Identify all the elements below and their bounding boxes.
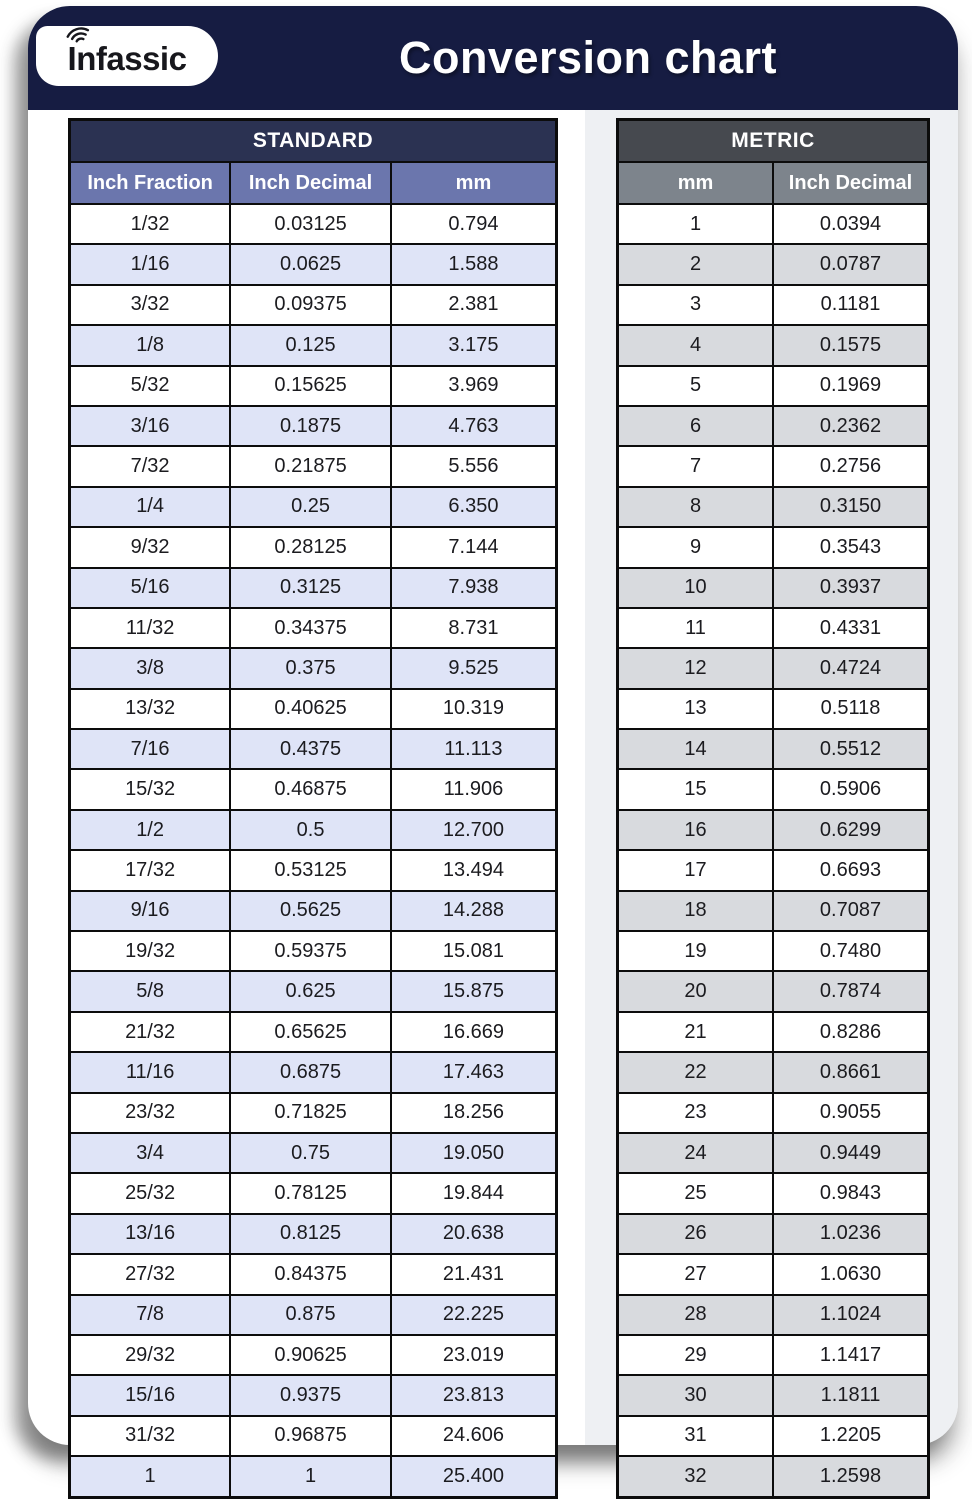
column-header-mm: mm (391, 162, 557, 204)
table-row (618, 850, 929, 890)
table-cell: 20.638 (391, 1214, 557, 1254)
table-cell: 19.050 (391, 1133, 557, 1173)
table-cell: 0.1875 (230, 406, 391, 446)
table-cell: 7.938 (391, 568, 557, 608)
table-cell: 13/32 (70, 689, 231, 729)
table-cell: 0.7087 (773, 891, 929, 931)
table-cell: 0.9843 (773, 1173, 929, 1213)
table-cell: 16 (618, 810, 774, 850)
table-cell: 3/16 (70, 406, 231, 446)
table-cell: 15.875 (391, 971, 557, 1011)
table-row (70, 1335, 557, 1375)
table-cell: 5/16 (70, 568, 231, 608)
table-cell: 0.46875 (230, 769, 391, 809)
table-cell: 1.2205 (773, 1416, 929, 1456)
table-cell: 24 (618, 1133, 774, 1173)
table-cell: 0.78125 (230, 1173, 391, 1213)
table-cell: 0.5512 (773, 729, 929, 769)
table-row (70, 244, 557, 284)
table-cell: 21/32 (70, 1012, 231, 1052)
table-cell: 31 (618, 1416, 774, 1456)
table-row (70, 446, 557, 486)
table-row (618, 729, 929, 769)
table-cell: 0.625 (230, 971, 391, 1011)
table-cell: 0.875 (230, 1295, 391, 1335)
table-row (70, 406, 557, 446)
table-row (618, 648, 929, 688)
table-cell: 0.0394 (773, 204, 929, 244)
table-row (70, 285, 557, 325)
table-row (618, 204, 929, 244)
table-cell: 9 (618, 527, 774, 567)
table-row (70, 1133, 557, 1173)
table-cell: 0.2756 (773, 446, 929, 486)
table-cell: 9/32 (70, 527, 231, 567)
table-cell: 0.3125 (230, 568, 391, 608)
table-cell: 8 (618, 487, 774, 527)
table-cell: 1.0630 (773, 1254, 929, 1294)
table-cell: 0.59375 (230, 931, 391, 971)
table-cell: 1.1024 (773, 1295, 929, 1335)
table-cell: 21.431 (391, 1254, 557, 1294)
table-cell: 28 (618, 1295, 774, 1335)
table-cell: 0.375 (230, 648, 391, 688)
table-cell: 10.319 (391, 689, 557, 729)
table-cell: 11/16 (70, 1052, 231, 1092)
table-cell: 19 (618, 931, 774, 971)
table-cell: 1.588 (391, 244, 557, 284)
table-row (618, 406, 929, 446)
table-cell: 15/32 (70, 769, 231, 809)
table-row (618, 1254, 929, 1294)
table-cell: 0.5 (230, 810, 391, 850)
column-header-mm: mm (618, 162, 774, 204)
table-row (70, 648, 557, 688)
table-cell: 0.0787 (773, 244, 929, 284)
table-cell: 5.556 (391, 446, 557, 486)
table-row (70, 608, 557, 648)
table-cell: 13.494 (391, 850, 557, 890)
table-cell: 0.5625 (230, 891, 391, 931)
table-cell: 0.3543 (773, 527, 929, 567)
table-cell: 29/32 (70, 1335, 231, 1375)
table-cell: 13/16 (70, 1214, 231, 1254)
table-cell: 1.1811 (773, 1375, 929, 1415)
table-cell: 0.8661 (773, 1052, 929, 1092)
table-cell: 19.844 (391, 1173, 557, 1213)
table-cell: 23.813 (391, 1375, 557, 1415)
table-row (70, 1093, 557, 1133)
table-cell: 0.84375 (230, 1254, 391, 1294)
table-cell: 9.525 (391, 648, 557, 688)
table-cell: 29 (618, 1335, 774, 1375)
table-row (70, 527, 557, 567)
table-row (70, 769, 557, 809)
table-cell: 5/8 (70, 971, 231, 1011)
table-cell: 22.225 (391, 1295, 557, 1335)
table-cell: 3 (618, 285, 774, 325)
table-row (70, 891, 557, 931)
table-cell: 11 (618, 608, 774, 648)
table-row (618, 366, 929, 406)
table-cell: 22 (618, 1052, 774, 1092)
table-cell: 8.731 (391, 608, 557, 648)
table-row (618, 285, 929, 325)
table-cell: 15 (618, 769, 774, 809)
table-cell: 1 (618, 204, 774, 244)
column-header-inch-fraction: Inch Fraction (70, 162, 231, 204)
table-cell: 15.081 (391, 931, 557, 971)
table-row (70, 729, 557, 769)
brand-logo (36, 26, 218, 86)
table-row (70, 487, 557, 527)
table-cell: 4.763 (391, 406, 557, 446)
table-row (618, 1375, 929, 1415)
table-cell: 0.15625 (230, 366, 391, 406)
table-cell: 4 (618, 325, 774, 365)
table-cell: 0.25 (230, 487, 391, 527)
table-row (618, 1052, 929, 1092)
table-cell: 24.606 (391, 1416, 557, 1456)
table-row (618, 1012, 929, 1052)
table-cell: 0.7874 (773, 971, 929, 1011)
table-cell: 3.175 (391, 325, 557, 365)
table-row (70, 1254, 557, 1294)
table-cell: 12 (618, 648, 774, 688)
table-cell: 0.65625 (230, 1012, 391, 1052)
table-row (618, 689, 929, 729)
table-row (70, 204, 557, 244)
table-cell: 0.4724 (773, 648, 929, 688)
table-cell: 0.71825 (230, 1093, 391, 1133)
table-cell: 0.96875 (230, 1416, 391, 1456)
metric-table (616, 118, 930, 1499)
table-cell: 31/32 (70, 1416, 231, 1456)
table-cell: 12.700 (391, 810, 557, 850)
table-cell: 0.125 (230, 325, 391, 365)
table-cell: 0.6693 (773, 850, 929, 890)
table-row (618, 810, 929, 850)
table-row (618, 608, 929, 648)
table-cell: 7.144 (391, 527, 557, 567)
table-cell: 25 (618, 1173, 774, 1213)
table-row (70, 1173, 557, 1213)
table-cell: 0.21875 (230, 446, 391, 486)
table-cell: 1 (230, 1456, 391, 1497)
table-cell: 11.113 (391, 729, 557, 769)
table-cell: 1.0236 (773, 1214, 929, 1254)
table-cell: 0.5906 (773, 769, 929, 809)
table-row (618, 1093, 929, 1133)
table-row (70, 325, 557, 365)
table-cell: 18.256 (391, 1093, 557, 1133)
table-cell: 0.9375 (230, 1375, 391, 1415)
table-cell: 0.8125 (230, 1214, 391, 1254)
table-cell: 0.1181 (773, 285, 929, 325)
table-cell: 17 (618, 850, 774, 890)
conversion-chart-card (28, 6, 958, 1487)
table-row (618, 1456, 929, 1497)
table-cell: 14.288 (391, 891, 557, 931)
table-row (70, 1012, 557, 1052)
table-cell: 0.2362 (773, 406, 929, 446)
table-cell: 5/32 (70, 366, 231, 406)
logo-text: Infassic (67, 40, 187, 77)
table-cell: 0.03125 (230, 204, 391, 244)
table-cell: 1/16 (70, 244, 231, 284)
table-cell: 0.8286 (773, 1012, 929, 1052)
table-cell: 7/32 (70, 446, 231, 486)
table-cell: 11.906 (391, 769, 557, 809)
table-row (70, 1214, 557, 1254)
table-row (618, 244, 929, 284)
table-row (618, 1214, 929, 1254)
table-row (70, 689, 557, 729)
table-cell: 16.669 (391, 1012, 557, 1052)
table-cell: 20 (618, 971, 774, 1011)
table-row (70, 1375, 557, 1415)
column-header-inch-decimal: Inch Decimal (230, 162, 391, 204)
table-cell: 1/8 (70, 325, 231, 365)
table-cell: 14 (618, 729, 774, 769)
table-cell: 9/16 (70, 891, 231, 931)
table-cell: 18 (618, 891, 774, 931)
table-cell: 0.794 (391, 204, 557, 244)
standard-table-title: STANDARD (70, 120, 557, 163)
table-cell: 6.350 (391, 487, 557, 527)
table-cell: 0.53125 (230, 850, 391, 890)
header-band (28, 6, 958, 110)
column-header-inch-decimal: Inch Decimal (773, 162, 929, 204)
table-cell: 3/8 (70, 648, 231, 688)
metric-table-body (618, 204, 929, 1497)
table-cell: 0.6299 (773, 810, 929, 850)
table-row (70, 971, 557, 1011)
metric-table-title: METRIC (618, 120, 929, 163)
table-cell: 1.1417 (773, 1335, 929, 1375)
standard-table-body (70, 204, 557, 1497)
table-row (70, 931, 557, 971)
table-cell: 19/32 (70, 931, 231, 971)
table-cell: 5 (618, 366, 774, 406)
table-cell: 3/4 (70, 1133, 231, 1173)
table-cell: 0.7480 (773, 931, 929, 971)
table-cell: 7/16 (70, 729, 231, 769)
table-cell: 25.400 (391, 1456, 557, 1497)
table-cell: 26 (618, 1214, 774, 1254)
table-row (70, 1295, 557, 1335)
table-row (618, 1133, 929, 1173)
table-cell: 21 (618, 1012, 774, 1052)
table-cell: 2.381 (391, 285, 557, 325)
table-cell: 23 (618, 1093, 774, 1133)
table-row (70, 366, 557, 406)
table-row (70, 1456, 557, 1497)
table-cell: 0.3937 (773, 568, 929, 608)
standard-table (68, 118, 558, 1499)
table-cell: 7 (618, 446, 774, 486)
table-cell: 0.90625 (230, 1335, 391, 1375)
table-row (618, 931, 929, 971)
table-cell: 2 (618, 244, 774, 284)
table-cell: 32 (618, 1456, 774, 1497)
table-row (618, 1173, 929, 1213)
table-row (618, 487, 929, 527)
table-cell: 1/2 (70, 810, 231, 850)
table-cell: 10 (618, 568, 774, 608)
table-cell: 0.0625 (230, 244, 391, 284)
table-row (70, 850, 557, 890)
table-cell: 1 (70, 1456, 231, 1497)
table-cell: 15/16 (70, 1375, 231, 1415)
table-cell: 27/32 (70, 1254, 231, 1294)
table-row (618, 769, 929, 809)
table-cell: 25/32 (70, 1173, 231, 1213)
table-cell: 1/32 (70, 204, 231, 244)
table-cell: 0.40625 (230, 689, 391, 729)
table-row (618, 891, 929, 931)
table-cell: 11/32 (70, 608, 231, 648)
table-cell: 0.5118 (773, 689, 929, 729)
table-cell: 0.6875 (230, 1052, 391, 1092)
table-cell: 6 (618, 406, 774, 446)
table-cell: 0.09375 (230, 285, 391, 325)
table-cell: 13 (618, 689, 774, 729)
table-row (70, 1416, 557, 1456)
table-row (70, 1052, 557, 1092)
table-row (618, 568, 929, 608)
table-cell: 3.969 (391, 366, 557, 406)
table-cell: 27 (618, 1254, 774, 1294)
table-row (70, 810, 557, 850)
table-cell: 23/32 (70, 1093, 231, 1133)
table-cell: 0.4331 (773, 608, 929, 648)
table-cell: 0.4375 (230, 729, 391, 769)
table-cell: 17/32 (70, 850, 231, 890)
table-cell: 0.34375 (230, 608, 391, 648)
table-cell: 30 (618, 1375, 774, 1415)
table-row (618, 527, 929, 567)
table-cell: 0.3150 (773, 487, 929, 527)
table-cell: 3/32 (70, 285, 231, 325)
table-row (618, 1295, 929, 1335)
table-cell: 1.2598 (773, 1456, 929, 1497)
table-row (618, 1335, 929, 1375)
table-row (618, 325, 929, 365)
table-cell: 0.1969 (773, 366, 929, 406)
table-cell: 0.1575 (773, 325, 929, 365)
table-cell: 7/8 (70, 1295, 231, 1335)
table-row (618, 971, 929, 1011)
page-title: Conversion chart (398, 32, 778, 83)
table-cell: 0.75 (230, 1133, 391, 1173)
table-row (618, 446, 929, 486)
table-cell: 17.463 (391, 1052, 557, 1092)
table-cell: 0.28125 (230, 527, 391, 567)
table-cell: 0.9449 (773, 1133, 929, 1173)
table-cell: 0.9055 (773, 1093, 929, 1133)
table-cell: 1/4 (70, 487, 231, 527)
table-row (70, 568, 557, 608)
table-cell: 23.019 (391, 1335, 557, 1375)
table-row (618, 1416, 929, 1456)
